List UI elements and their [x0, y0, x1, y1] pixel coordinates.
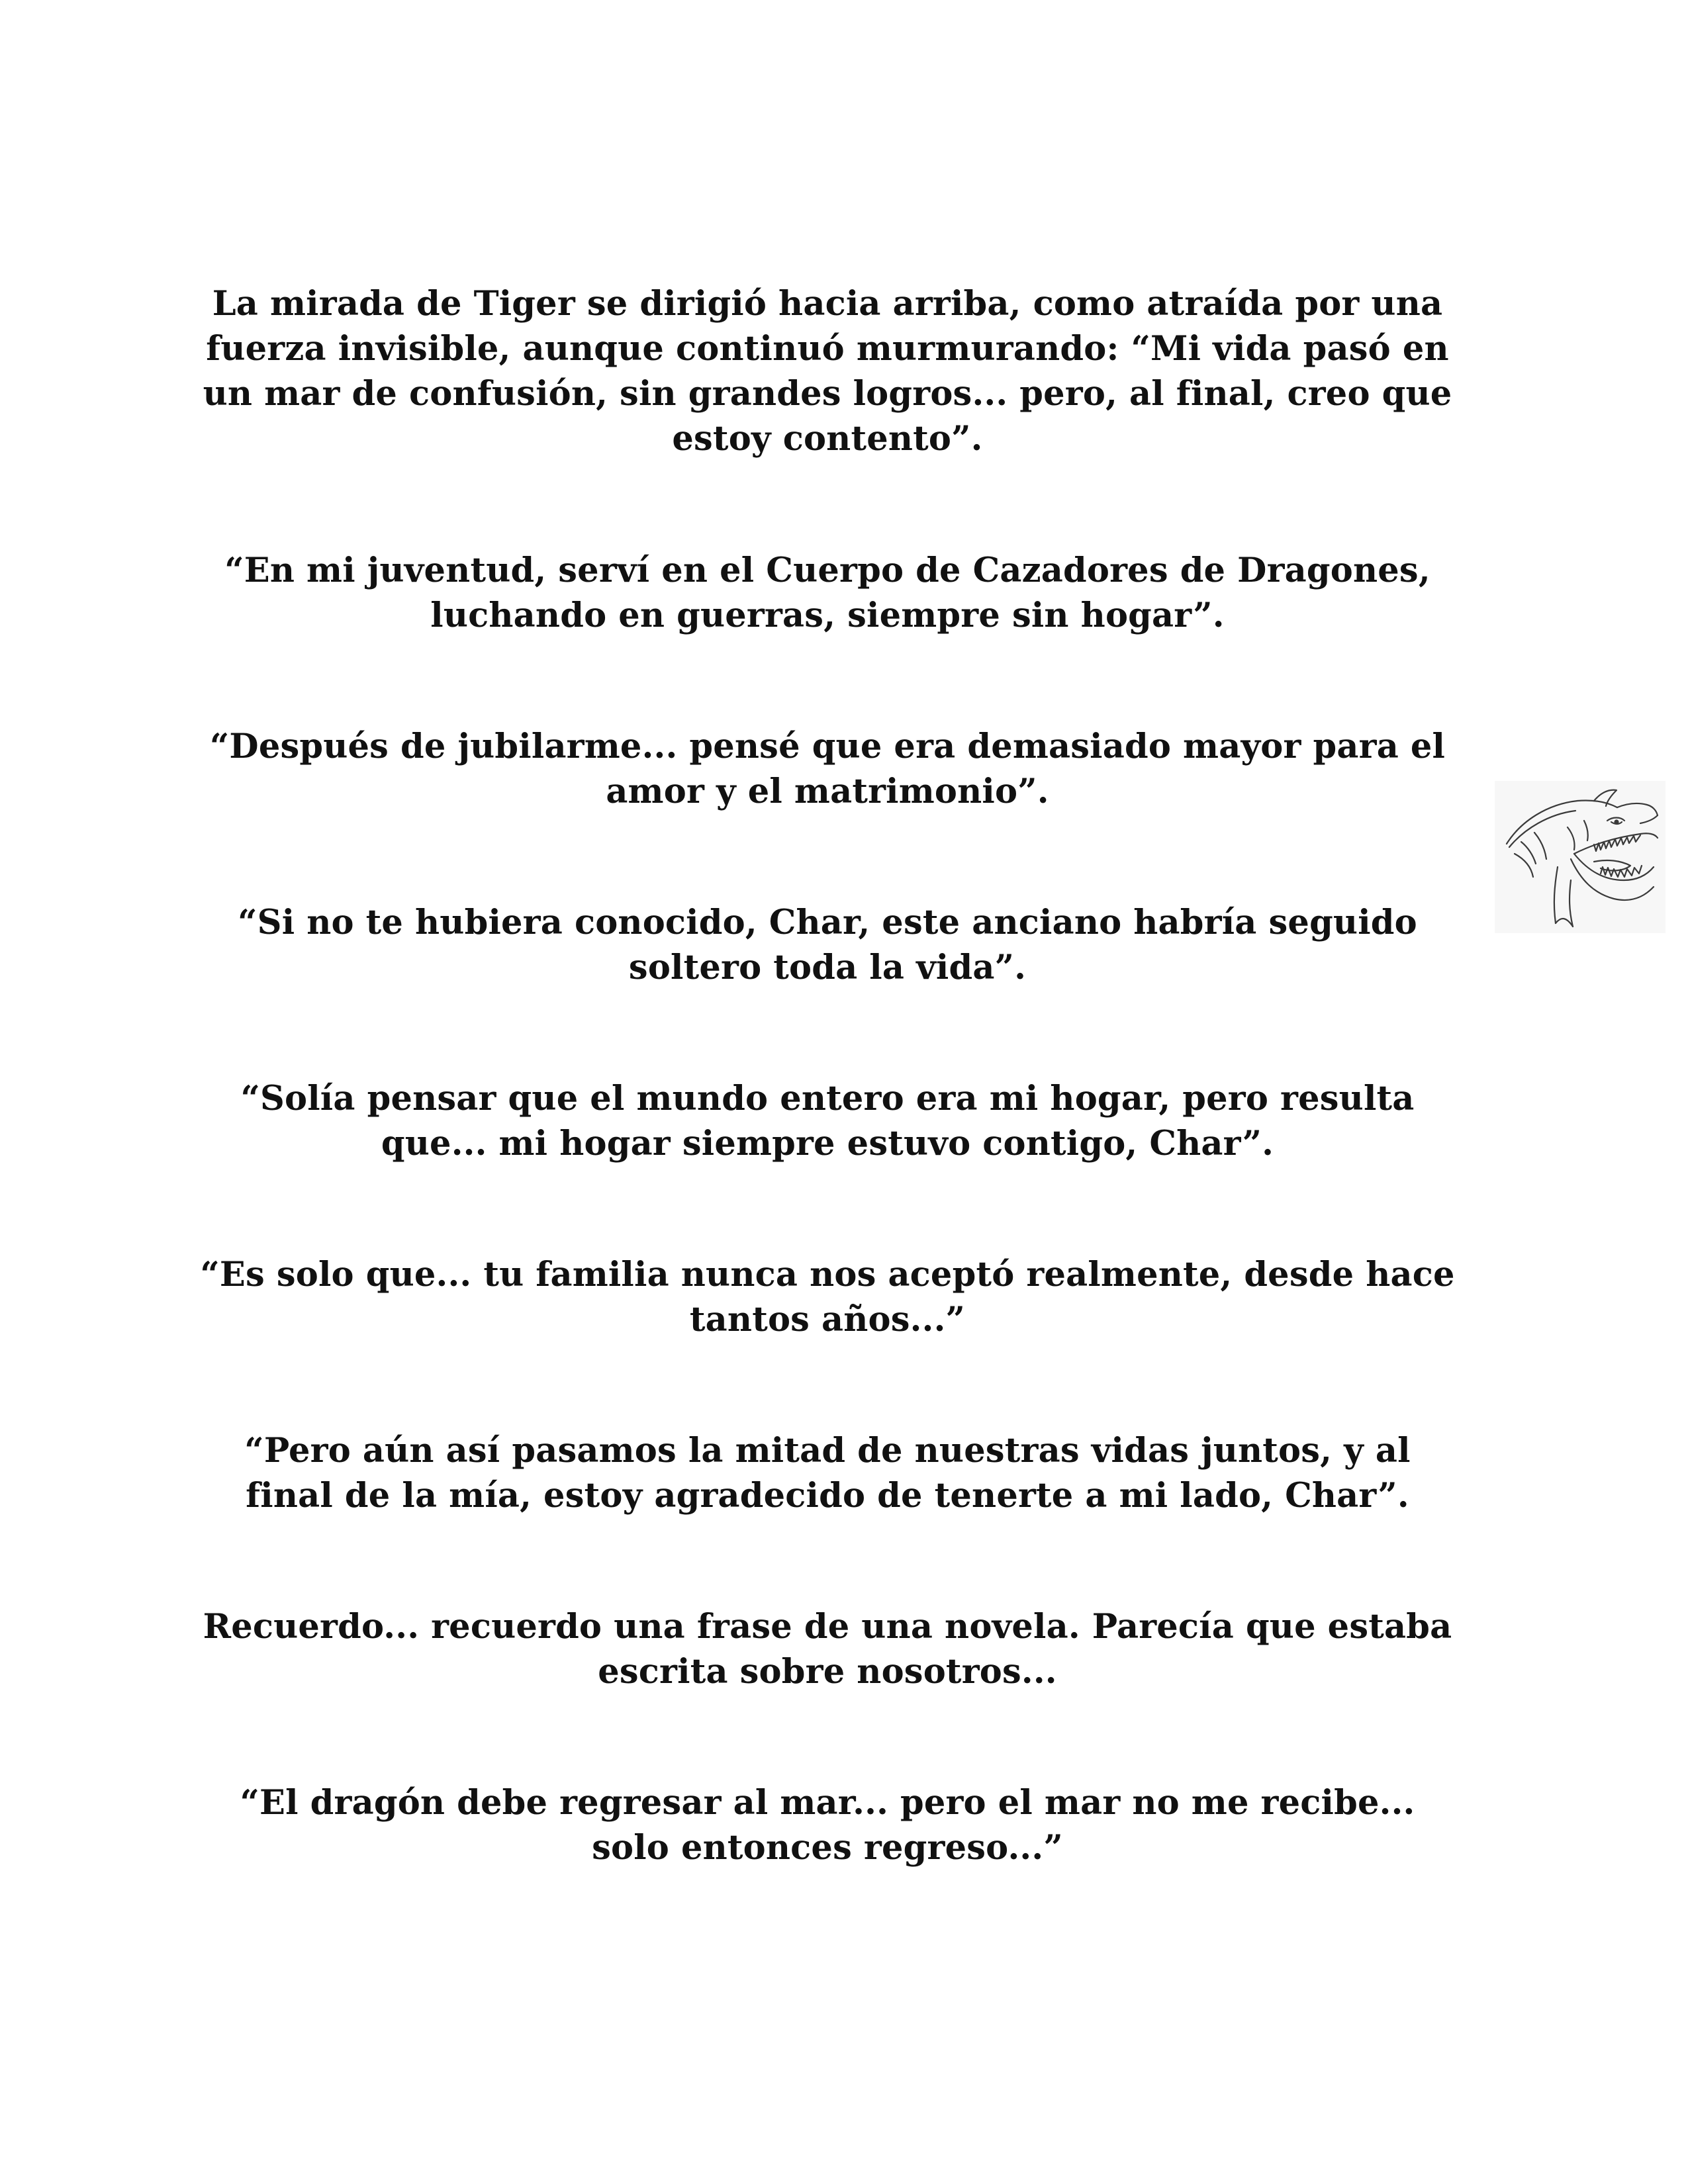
paragraph-6: “Es solo que... tu familia nunca nos aceptó realmente, desde hace tantos años...” [200, 1255, 1455, 1340]
paragraph-8: Recuerdo... recuerdo una frase de una novela. Parecía que estaba escrita sobre nosotros... [203, 1607, 1452, 1692]
paragraph-3: “Después de jubilarme... pensé que era demasiado mayor para el amor y el matrimonio”. [209, 727, 1446, 811]
paragraph-5: “Solía pensar que el mundo entero era mi hogar, pero resulta que... mi hogar siempre estuvo contigo, Char”. [240, 1079, 1415, 1163]
paragraph-7: “Pero aún así pasamos la mitad de nuestras vidas juntos, y al final de la mía, estoy agradecido de tenerte a mi lado, Char”. [244, 1431, 1411, 1516]
paragraph-9: “El dragón debe regresar al mar... pero el mar no me recibe... solo entonces regreso...” [240, 1783, 1415, 1868]
paragraph-2: “En mi juventud, serví en el Cuerpo de Cazadores de Dragones, luchando en guerras, siempre sin hogar”. [224, 551, 1430, 635]
dragon-head-sketch-icon [1495, 781, 1665, 933]
paragraph-1: La mirada de Tiger se dirigió hacia arriba, como atraída por una fuerza invisible, aunque continuó murmurando: “Mi vida pasó en un mar de confusión, sin grandes logros... pero, al final, creo que estoy contento”. [203, 284, 1452, 459]
paragraph-4: “Si no te hubiera conocido, Char, este anciano habría seguido soltero toda la vida”. [238, 903, 1417, 987]
